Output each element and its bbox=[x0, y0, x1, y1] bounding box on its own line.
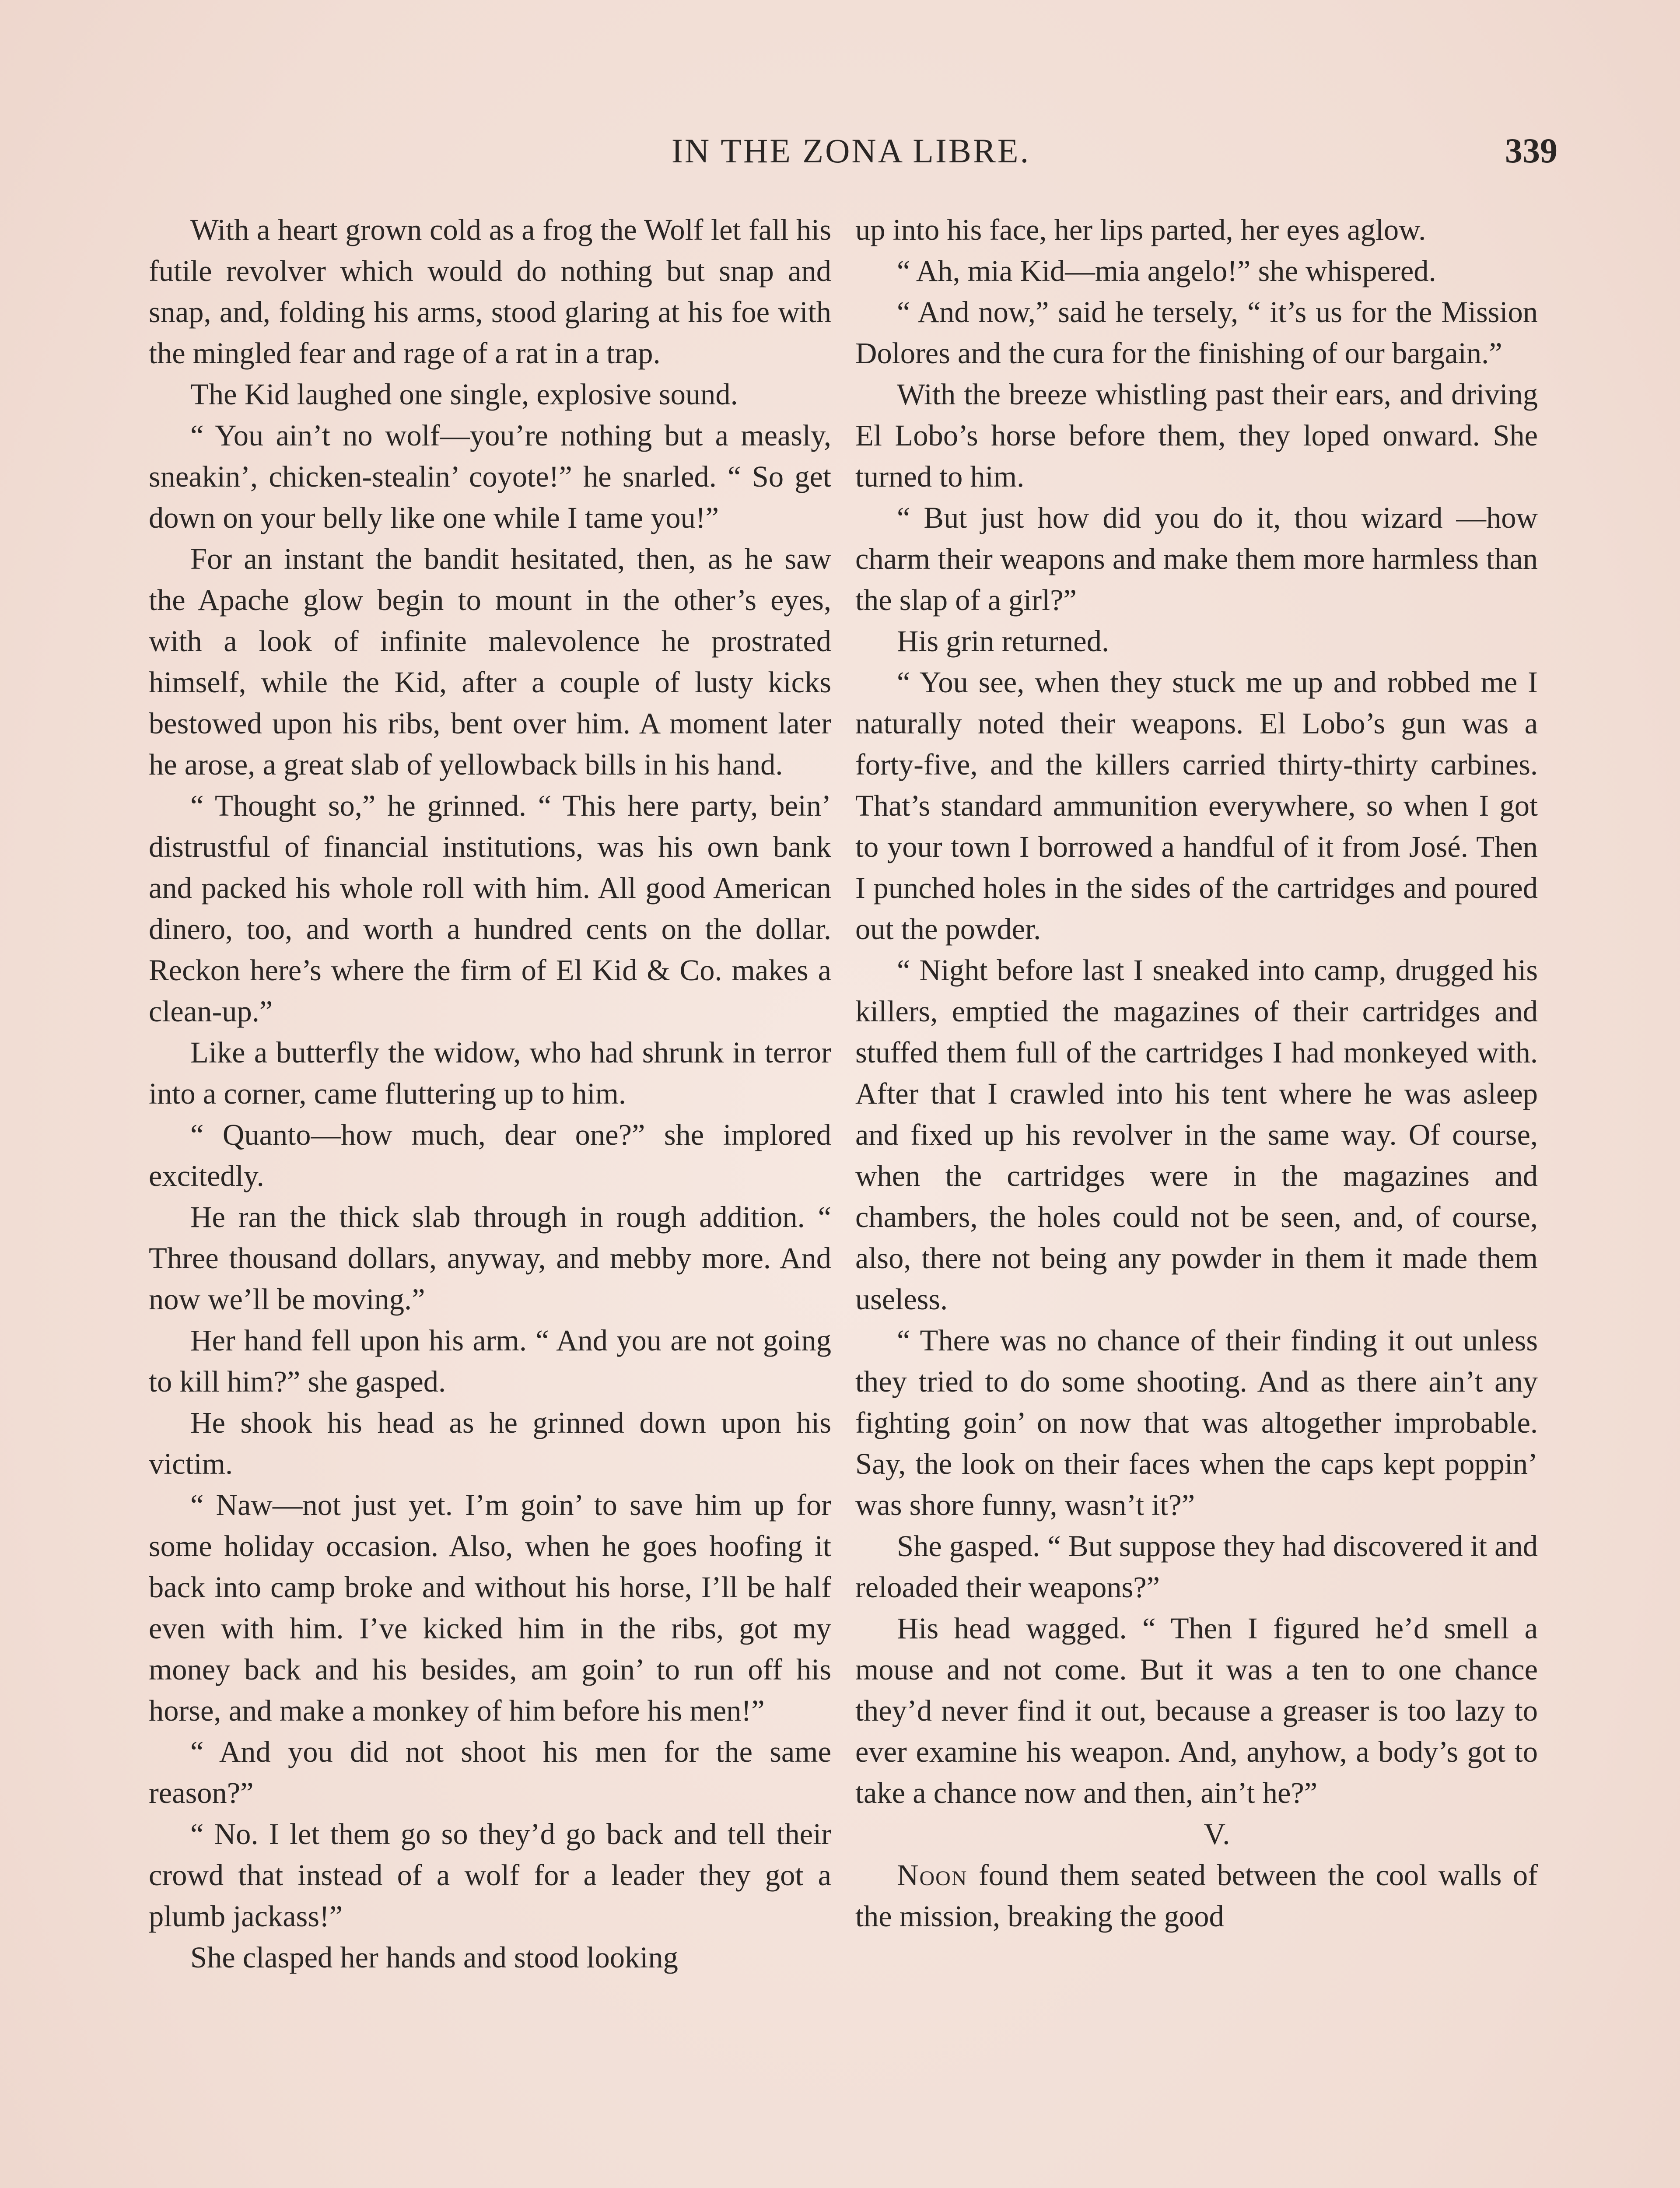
running-title: IN THE ZONA LIBRE. bbox=[671, 132, 1031, 170]
page-header bbox=[144, 131, 1558, 184]
section-opening-paragraph bbox=[855, 1855, 1538, 1937]
paragraph: Her hand fell upon his arm. “ And you are not going to kill him?” she gasped. bbox=[149, 1324, 831, 1398]
paragraph: His head wagged. “ Then I figured he’d smell a mouse and not come. But it was a ten to one chance they’d never find it out, because a greaser is too lazy to ever examine his weapon. And, anyhow, a body’s got to take a chance now and then, ain’t he?” bbox=[855, 1612, 1538, 1809]
left-text-column bbox=[149, 209, 831, 1978]
section-heading: V. bbox=[1204, 1817, 1231, 1851]
paragraph: Like a butterfly the widow, who had shrunk in terror into a corner, came fluttering up to him. bbox=[149, 1036, 831, 1110]
paragraph: She gasped. “ But suppose they had discovered it and reloaded their weapons?” bbox=[855, 1529, 1538, 1604]
paragraph: With the breeze whistling past their ears, and driving El Lobo’s horse before them, they loped onward. She turned to him. bbox=[855, 378, 1538, 493]
page-number: 339 bbox=[1505, 132, 1558, 170]
right-text-column bbox=[855, 209, 1538, 1937]
paragraph: “ No. I let them go so they’d go back and tell their crowd that instead of a wolf for a leader they got a plumb jackass!” bbox=[149, 1817, 831, 1933]
paragraph: He shook his head as he grinned down upon his victim. bbox=[149, 1406, 831, 1480]
paragraph: “ But just how did you do it, thou wizard —how charm their weapons and make them more harmless than the slap of a girl?” bbox=[855, 501, 1538, 617]
paragraph: “ Thought so,” he grinned. “ This here party, bein’ distrustful of financial institutions, was his own bank and packed his whole roll with him. All good American dinero, too, and worth a hundred cents on the dollar. Reckon here’s where the firm of El Kid & Co. makes a clean-up.” bbox=[149, 789, 831, 1028]
paragraph: “ Night before last I sneaked into camp, drugged his killers, emptied the magazines of their cartridges and stuffed them full of the cartridges I had monkeyed with. After that I crawled into his tent where he was asleep and fixed up his revolver in the same way. Of course, when the cartridges were in the magazines and chambers, the holes could not be seen, and, of course, also, there not being any powder in them it made them useless. bbox=[855, 954, 1538, 1316]
paragraph: “ There was no chance of their finding it out unless they tried to do some shooting. And as there ain’t any fighting goin’ on now that was altogether improbable. Say, the look on their faces when the caps kept poppin’ was shore funny, wasn’t it?” bbox=[855, 1324, 1538, 1522]
paragraph: With a heart grown cold as a frog the Wolf let fall his futile revolver which would do nothing but snap and snap, and, folding his arms, stood glaring at his foe with the mingled fear and rage of a rat in a trap. bbox=[149, 213, 831, 370]
paragraph: “ You see, when they stuck me up and robbed me I naturally noted their weapons. El Lobo’s gun was a forty-five, and the killers carried thirty-thirty carbines. That’s standard ammunition everywhere, so when I got to your town I borrowed a handful of it from José. Then I punched holes in the sides of the cartridges and poured out the powder. bbox=[855, 666, 1538, 946]
paragraph: “ Quanto—how much, dear one?” she implored excitedly. bbox=[149, 1118, 831, 1192]
paragraph: His grin returned. bbox=[897, 624, 1110, 658]
paragraph: She clasped her hands and stood looking bbox=[190, 1941, 678, 1974]
paragraph: He ran the thick slab through in rough addition. “ Three thousand dollars, anyway, and mebby more. And now we’ll be moving.” bbox=[149, 1200, 831, 1316]
paragraph: “ You ain’t no wolf—you’re nothing but a measly, sneakin’, chicken-stealin’ coyote!” he snarled. “ So get down on your belly like one while I tame you!” bbox=[149, 419, 831, 534]
right-column-paragraphs bbox=[855, 209, 1538, 1813]
section-opening-text: found them seated between the cool walls of the mission, breaking the good bbox=[855, 1858, 1538, 1933]
paragraph: “ And you did not shoot his men for the same reason?” bbox=[149, 1735, 831, 1809]
paragraph: up into his face, her lips parted, her eyes aglow. bbox=[855, 213, 1426, 246]
paragraph: “ Naw—not just yet. I’m goin’ to save him up for some holiday occasion. Also, when he goes hoofing it back into camp broke and without his horse, I’ll be half even with him. I’ve kicked him in the ribs, got my money back and his besides, am goin’ to run off his horse, and make a monkey of him before his men!” bbox=[149, 1488, 831, 1727]
paragraph: “ And now,” said he tersely, “ it’s us for the Mission Dolores and the cura for the finishing of our bargain.” bbox=[855, 295, 1538, 370]
paragraph: For an instant the bandit hesitated, then, as he saw the Apache glow begin to mount in the other’s eyes, with a look of infinite malevolence he prostrated himself, while the Kid, after a couple of lusty kicks bestowed upon his ribs, bent over him. A moment later he arose, a great slab of yellowback bills in his hand. bbox=[149, 542, 831, 781]
paragraph: “ Ah, mia Kid—mia angelo!” she whispered. bbox=[897, 254, 1436, 288]
section-lead-word: Noon bbox=[897, 1858, 968, 1892]
paragraph: The Kid laughed one single, explosive sound. bbox=[190, 378, 738, 411]
